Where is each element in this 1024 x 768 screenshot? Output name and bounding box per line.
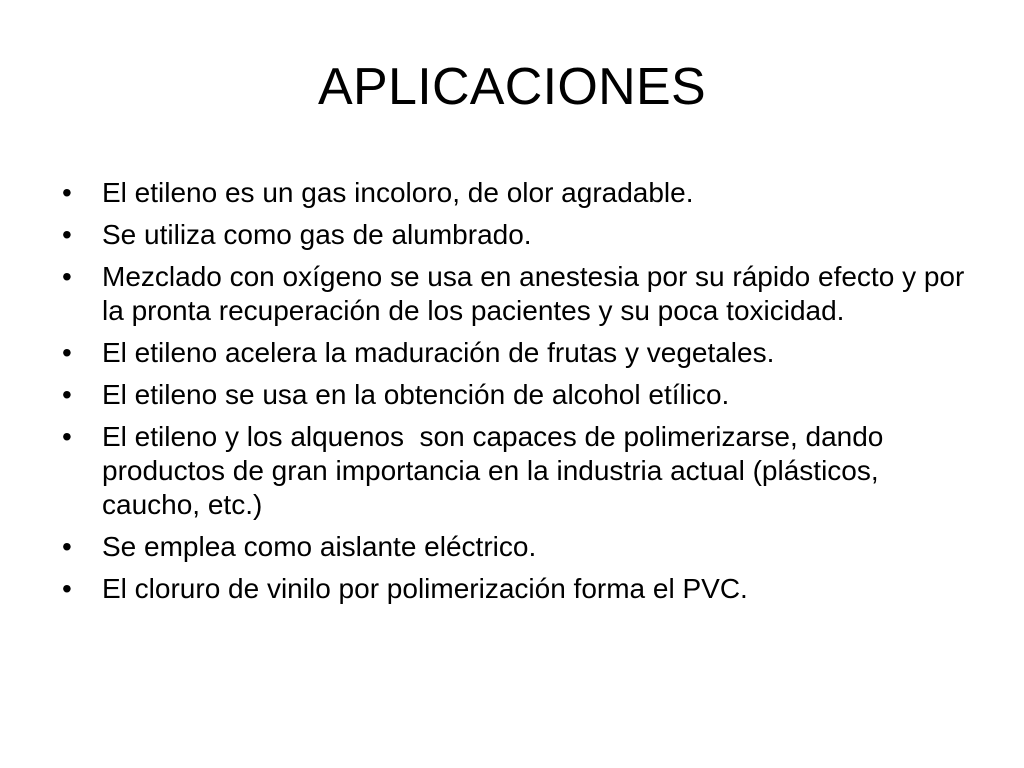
bullet-icon: • xyxy=(62,261,72,292)
bullet-icon: • xyxy=(62,379,72,410)
bullet-text: El etileno acelera la maduración de frutas y vegetales. xyxy=(102,337,775,368)
bullet-item xyxy=(60,530,980,564)
bullet-item xyxy=(60,420,980,522)
bullet-icon: • xyxy=(62,531,72,562)
bullet-text: El etileno y los alquenos son capaces de polimerizarse, dando productos de gran importancia en la industria actual (plásticos, caucho, etc.) xyxy=(102,421,892,520)
bullet-text: Se utiliza como gas de alumbrado. xyxy=(102,219,532,250)
bullet-item xyxy=(60,378,980,412)
bullet-icon: • xyxy=(62,421,72,452)
bullet-item xyxy=(60,260,980,328)
bullet-text: El etileno es un gas incoloro, de olor agradable. xyxy=(102,177,694,208)
bullet-text: El etileno se usa en la obtención de alcohol etílico. xyxy=(102,379,730,410)
bullet-icon: • xyxy=(62,219,72,250)
bullet-text: Mezclado con oxígeno se usa en anestesia por su rápido efecto y por la pronta recuperación de los pacientes y su poca toxicidad. xyxy=(102,261,973,326)
bullet-text: Se emplea como aislante eléctrico. xyxy=(102,531,537,562)
bullet-icon: • xyxy=(62,573,72,604)
bullet-item xyxy=(60,176,980,210)
slide-title: APLICACIONES xyxy=(318,58,706,116)
bullet-list xyxy=(60,176,980,614)
bullet-icon: • xyxy=(62,177,72,208)
bullet-icon: • xyxy=(62,337,72,368)
bullet-item xyxy=(60,336,980,370)
bullet-text: El cloruro de vinilo por polimerización forma el PVC. xyxy=(102,573,748,604)
bullet-item xyxy=(60,218,980,252)
bullet-item xyxy=(60,572,980,606)
